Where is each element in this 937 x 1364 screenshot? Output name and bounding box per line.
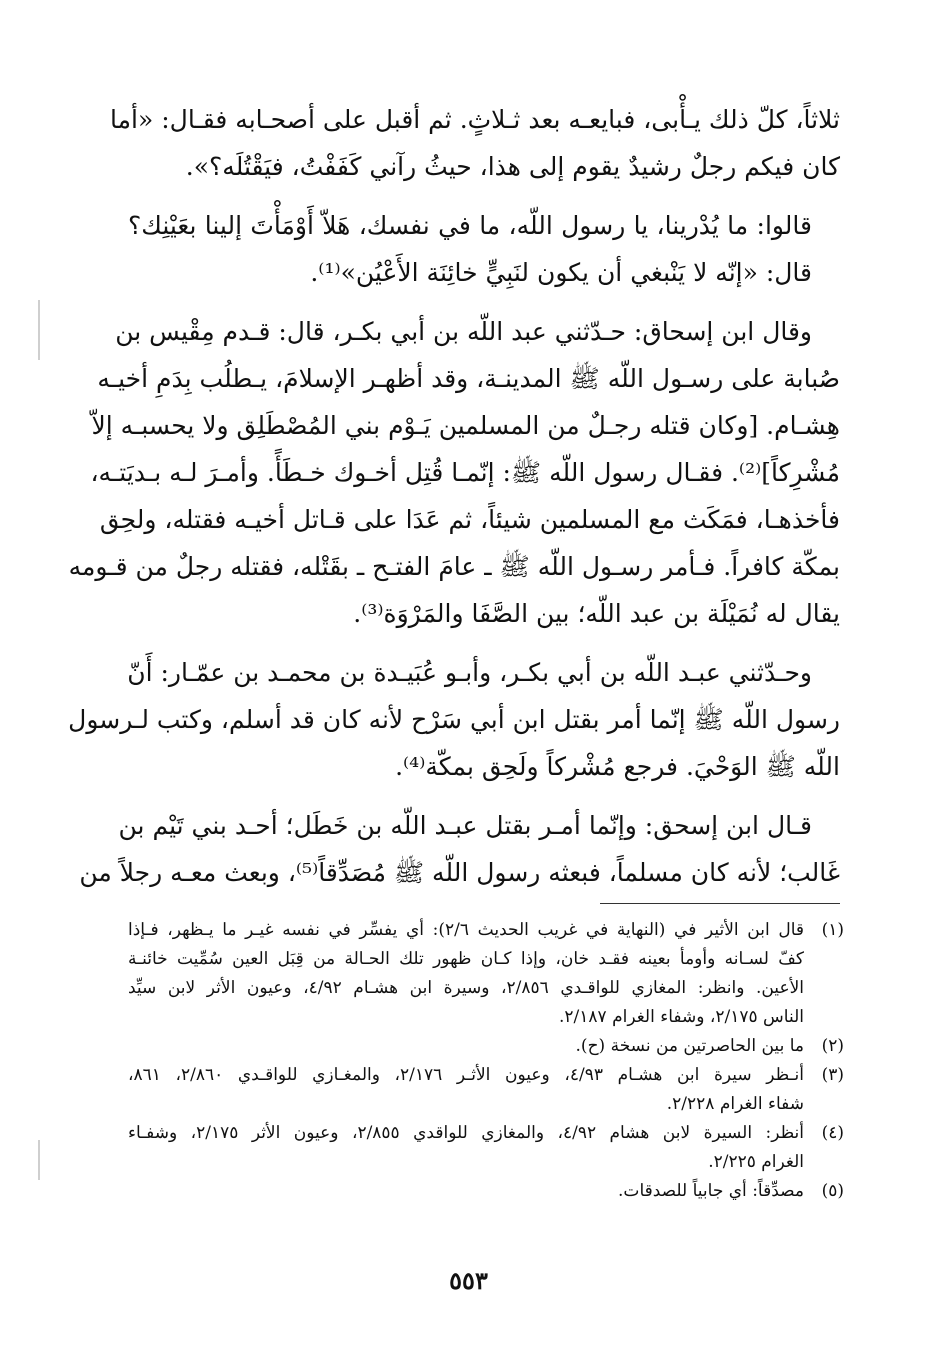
paragraph [79,802,840,896]
footnote-text [128,1177,804,1206]
footnote [128,1177,844,1206]
footnote-number: (٥) [821,1181,844,1201]
footnotes [128,916,844,1206]
text-line: يقال له نُمَيْلَة بن عبد اللّه؛ بين الصَّفَا والمَرْوَة⁽³⁾. [353,599,840,628]
footnote-number: (٢) [821,1036,844,1056]
text-line: الأعين. وانظر: المغازي للواقـدي ٢/٨٥٦، وسيرة ابن هشـام ٤/٩٢، وعيون الأثر لابن سيِّد [128,978,804,998]
text-line: كفّ لسـانه وأومأ بعينه فقـد خان، وإذا كـان ظهور تلك الحـالة من قِبَل العين سُمِّيت خائنـة [128,949,804,969]
text-line: غَالب؛ لأنه كان مسلماً، فبعثه رسول اللّه ﷺ مُصَدِّقاً⁽⁵⁾، وبعث معـه رجلاً من [79,858,840,887]
text-line: قـال ابن إسحق: وإنّما أمـر بقتل عبـد اللّه بن خَطَل؛ أحـد بني تَيْم بن [118,811,812,840]
text-line: اللّه ﷺ الوَحْيَ. فرجع مُشْركاً ولَحِق بمكّة⁽⁴⁾. [395,752,840,781]
text-line: الناس ٢/١٧٥، وشفاء الغرام ٢/١٨٧. [559,1007,804,1027]
text-line: ثلاثاً، كلّ ذلك يـأْبى، فبايعـه بعد ثـلاثٍ. ثم أقبل على أصحـابه فقـال: «أما [110,105,840,134]
text-line: ما بين الحاصرتين من نسخة (ح). [575,1036,804,1056]
scan-edge-mark [38,300,40,360]
footnote [128,1119,844,1177]
page-number: ٥٥٣ [449,1266,488,1295]
text-line: رسول اللّه ﷺ إنّما أمر بقتل ابن أبي سَرْح لأنه كان قد أسلم، وكتب لـرسول [68,705,840,734]
text-line: مُشْرِكاً]⁽²⁾. فقـال رسول اللّه ﷺ: إنّمـا قُتِل أخـوك خـطَأً. وأمـرَ لـه بـديَتـه، [90,458,840,487]
paragraph [110,96,840,190]
text-line: قال: «إنّه لا يَنْبغي أن يكون لنَبِيٍّ خائِنَة الأَعْيُن»⁽¹⁾. [310,258,812,287]
text-line: الغرام ٢/٢٢٥. [708,1152,804,1172]
main-text [68,96,840,908]
text-line: كان فيكم رجلٌ رشيدٌ يقوم إلى هذا، حيثُ رآني كَفَفْتُ، فيَقْتُلَه؟». [185,152,840,181]
text-line: هِشـام. [وكان قتله رجـلٌ من المسلمين يَـوْم بني المُصْطَلِق ولا يحسبـه إلاّ [91,411,840,440]
footnote-number: (١) [821,920,844,940]
footnote [128,916,844,1032]
text-line: قال ابن الأثير في (النهاية في غريب الحديث ٢/٦): أي يفسِّر في نفسه غيـر ما يـظهر، فـإذا [128,920,804,940]
paragraph [68,649,840,790]
text-line: أنـظر سيرة ابن هشـام ٤/٩٣، وعيون الأثـر ٢/١٧٦، والمغـازي للواقـدي ٢/٨٦٠، ٨٦١، [128,1065,805,1085]
paragraph [128,202,840,296]
scan-edge-mark [38,1140,40,1180]
text-line: أنظر: السيرة لابن هشام ٤/٩٢، والمغازي للواقدي ٢/٨٥٥، وعيون الأثر ٢/١٧٥، وشفـاء [128,1123,804,1143]
text-line: وحـدّثني عبـد اللّه بن أبي بكـر، وأبـو عُبَيـدة بن محمـد بن عمّـار: أَنّ [127,658,812,687]
footnote-text [128,1119,804,1177]
footnote-text [128,1032,804,1061]
footnote-text [128,1061,804,1119]
text-line: قالوا: ما يُدْرينا، يا رسول اللّه، ما في نفسك، هَلاّ أَوْمَأْتَ إلينا بعَيْنِك؟ [128,211,812,240]
footnote-text [128,916,804,1032]
text-line: وقال ابن إسحاق: حـدّثني عبد اللّه بن أبي بكـر، قال: قـدم مِقْيس بن [115,317,812,346]
text-line: مصدِّقاً: أي جابياً للصدقات. [618,1181,804,1201]
footnote-number: (٣) [821,1065,844,1085]
text-line: صُبابة على رسـول اللّه ﷺ المدينـة، وقد أظهـر الإسلامَ، يـطلُب بِدَمِ أخيـه [97,364,840,393]
text-line: بمكّة كافراً. فـأمر رسـول اللّه ﷺ ـ عامَ الفتـح ـ بقَتْله، فقتله رجلٌ من قـومه [68,552,840,581]
footnote [128,1032,844,1061]
text-line: شفاء الغرام ٢/٢٢٨. [666,1094,804,1114]
paragraph [68,308,840,637]
footnote-number: (٤) [821,1123,844,1143]
footnote-separator [600,903,840,904]
footnote [128,1061,844,1119]
text-line: فأخذهـا، فمَكَث مع المسلمين شيئاً، ثم عَدَا على قـاتل أخيـه فقتله، ولحِق [99,505,840,534]
